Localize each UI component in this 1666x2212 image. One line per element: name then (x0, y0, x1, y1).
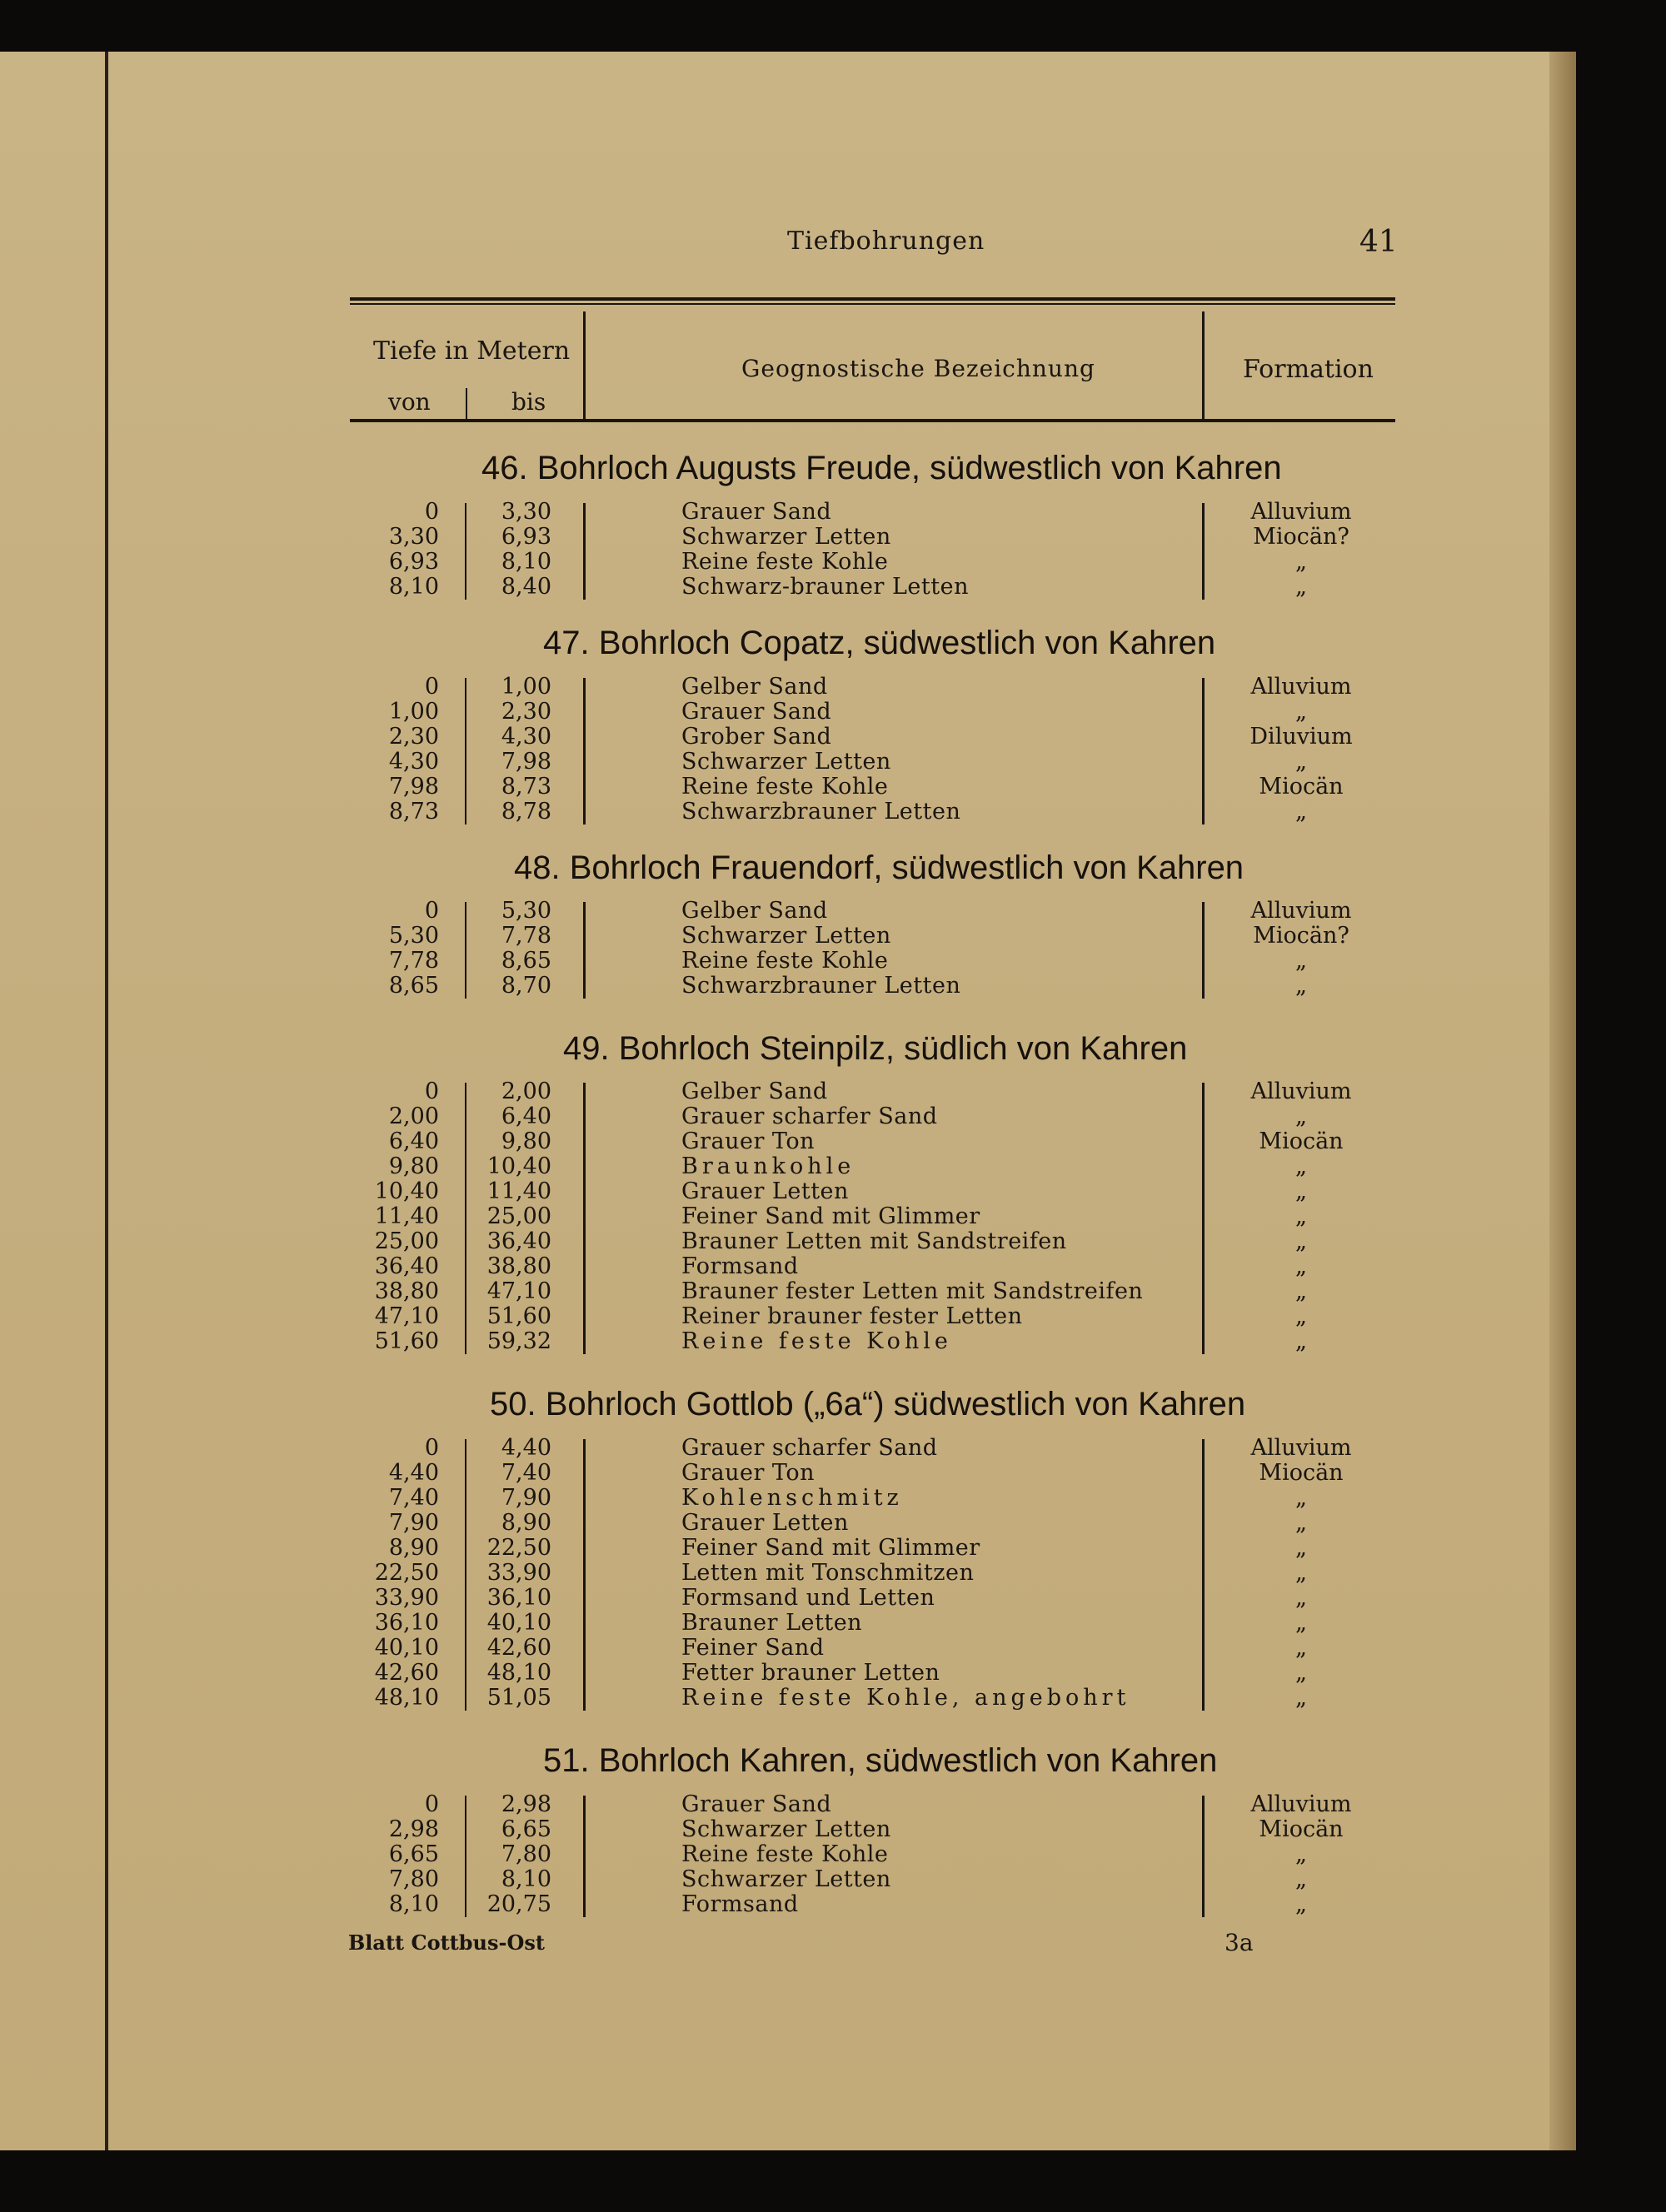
depth-from: 7,78 (388, 948, 439, 974)
depth-from: 38,80 (374, 1278, 439, 1304)
depth-from: 7,80 (388, 1866, 439, 1892)
column-rule (465, 1439, 466, 1711)
formation: Alluvium (1250, 1435, 1352, 1461)
geology-description: Reiner brauner fester Letten (681, 1303, 1023, 1329)
depth-from: 2,30 (388, 724, 439, 750)
header-bis: bis (511, 388, 546, 416)
depth-to: 51,60 (486, 1303, 551, 1329)
depth-to: 7,90 (501, 1485, 551, 1511)
header-top-rule-thin (350, 303, 1395, 305)
depth-to: 40,10 (486, 1610, 551, 1636)
geology-description: Grauer Letten (681, 1178, 849, 1204)
table-row (0, 1461, 1549, 1486)
geology-description: Schwarzer Letten (681, 749, 891, 775)
depth-from: 36,40 (374, 1253, 439, 1279)
formation: „ (1295, 1560, 1307, 1586)
formation: „ (1295, 1203, 1307, 1229)
geology-description: Grauer Ton (681, 1460, 815, 1486)
formation: „ (1295, 799, 1307, 825)
depth-from: 7,98 (388, 774, 439, 800)
table-row (0, 1279, 1549, 1304)
section-title: 47. Bohrloch Copatz, südwestlich von Kahren (543, 625, 1216, 661)
table-row (0, 1329, 1549, 1354)
page-number: 41 (1359, 225, 1398, 259)
table-row (0, 1817, 1549, 1842)
depth-from: 8,90 (388, 1535, 439, 1561)
column-rule (583, 1439, 586, 1711)
depth-to: 8,65 (501, 948, 551, 974)
formation: „ (1295, 549, 1307, 575)
section-title: 50. Bohrloch Gottlob („6a“) südwestlich von Kahren (490, 1386, 1246, 1422)
formation: „ (1295, 1178, 1307, 1204)
depth-from: 9,80 (388, 1153, 439, 1179)
page-edge-shadow (1549, 52, 1576, 2150)
formation: Miocän (1259, 774, 1344, 800)
table-row (0, 1536, 1549, 1561)
table-row (0, 700, 1549, 725)
depth-to: 11,40 (486, 1178, 551, 1204)
formation: „ (1295, 1660, 1307, 1686)
formation: „ (1295, 1535, 1307, 1561)
column-rule (465, 1796, 466, 1917)
geology-description: Schwarzbrauner Letten (681, 973, 961, 999)
section-title: 49. Bohrloch Steinpilz, südlich von Kahren (563, 1030, 1188, 1067)
section-rows (0, 1436, 1549, 1711)
geology-description: Brauner Letten mit Sandstreifen (681, 1228, 1067, 1254)
depth-from: 25,00 (374, 1228, 439, 1254)
depth-to: 9,80 (501, 1128, 551, 1154)
table-row (0, 525, 1549, 550)
depth-to: 8,10 (501, 1866, 551, 1892)
geology-description: Schwarzbrauner Letten (681, 799, 961, 825)
depth-from: 0 (424, 898, 439, 924)
depth-to: 7,78 (501, 923, 551, 949)
table-row (0, 1129, 1549, 1154)
table-row (0, 1104, 1549, 1129)
depth-from: 0 (424, 1079, 439, 1104)
depth-from: 22,50 (374, 1560, 439, 1586)
formation: „ (1295, 1153, 1307, 1179)
depth-to: 6,40 (501, 1104, 551, 1129)
depth-from: 8,10 (388, 1891, 439, 1917)
geology-description: Grober Sand (681, 724, 832, 750)
depth-to: 8,73 (501, 774, 551, 800)
depth-to: 8,10 (501, 549, 551, 575)
geology-description: Grauer scharfer Sand (681, 1104, 938, 1129)
column-rule (1202, 1796, 1205, 1917)
table-row (0, 725, 1549, 750)
depth-to: 4,30 (501, 724, 551, 750)
depth-from: 6,65 (388, 1841, 439, 1867)
geology-description: Gelber Sand (681, 1079, 828, 1104)
formation: „ (1295, 1278, 1307, 1304)
formation: „ (1295, 1303, 1307, 1329)
geology-description: Braunkohle (681, 1153, 855, 1179)
geology-description: Kohlenschmitz (681, 1485, 903, 1511)
section-rows (0, 500, 1549, 600)
geology-description: Grauer Sand (681, 499, 832, 525)
header-bottom-rule (350, 419, 1395, 422)
formation: „ (1295, 1635, 1307, 1661)
depth-to: 2,00 (501, 1079, 551, 1104)
column-rule (465, 902, 466, 999)
formation: „ (1295, 1253, 1307, 1279)
geology-description: Reine feste Kohle (681, 774, 889, 800)
table-row (0, 899, 1549, 924)
depth-from: 8,73 (388, 799, 439, 825)
table-row (0, 1686, 1549, 1711)
geology-description: Reine feste Kohle (681, 948, 889, 974)
table-row (0, 924, 1549, 949)
depth-to: 47,10 (486, 1278, 551, 1304)
depth-from: 5,30 (388, 923, 439, 949)
table-row (0, 1586, 1549, 1611)
depth-to: 8,78 (501, 799, 551, 825)
depth-to: 7,98 (501, 749, 551, 775)
depth-from: 8,10 (388, 574, 439, 600)
running-title: Tiefbohrungen (787, 227, 985, 256)
geology-description: Schwarz-brauner Letten (681, 574, 969, 600)
geology-description: Fetter brauner Letten (681, 1660, 940, 1686)
depth-from: 51,60 (374, 1328, 439, 1354)
header-von: von (388, 388, 431, 416)
depth-from: 0 (424, 1435, 439, 1461)
column-rule (1202, 678, 1205, 825)
depth-from: 36,10 (374, 1610, 439, 1636)
section-rows (0, 899, 1549, 999)
formation: „ (1295, 574, 1307, 600)
formation: „ (1295, 948, 1307, 974)
depth-from: 1,00 (388, 699, 439, 725)
geology-description: Schwarzer Letten (681, 524, 891, 550)
section-title: 48. Bohrloch Frauendorf, südwestlich von Kahren (514, 849, 1245, 886)
table-row (0, 1867, 1549, 1892)
depth-to: 22,50 (486, 1535, 551, 1561)
depth-to: 1,00 (501, 674, 551, 700)
table-row (0, 1204, 1549, 1229)
column-rule (465, 503, 466, 600)
table-row (0, 1179, 1549, 1204)
depth-to: 48,10 (486, 1660, 551, 1686)
depth-from: 6,40 (388, 1128, 439, 1154)
depth-from: 0 (424, 674, 439, 700)
table-row (0, 550, 1549, 575)
geology-description: Reine feste Kohle (681, 1841, 889, 1867)
formation: „ (1295, 1841, 1307, 1867)
depth-to: 59,32 (486, 1328, 551, 1354)
geology-description: Letten mit Tonschmitzen (681, 1560, 975, 1586)
formation: „ (1295, 1328, 1307, 1354)
depth-to: 2,30 (501, 699, 551, 725)
formation: „ (1295, 1485, 1307, 1511)
depth-from: 8,65 (388, 973, 439, 999)
formation: „ (1295, 1510, 1307, 1536)
footer-signature-mark: 3a (1225, 1929, 1254, 1956)
depth-from: 48,10 (374, 1685, 439, 1711)
formation: Alluvium (1250, 1791, 1352, 1817)
table-row (0, 1486, 1549, 1511)
table-row (0, 750, 1549, 775)
geology-description: Feiner Sand mit Glimmer (681, 1535, 980, 1561)
formation: Alluvium (1250, 499, 1352, 525)
column-rule (583, 503, 586, 600)
formation: Alluvium (1250, 898, 1352, 924)
header-top-rule-thick (350, 297, 1395, 301)
depth-from: 2,00 (388, 1104, 439, 1129)
formation: „ (1295, 1685, 1307, 1711)
formation: Miocän (1259, 1128, 1344, 1154)
header-formation: Formation (1243, 355, 1374, 384)
table-row (0, 1304, 1549, 1329)
depth-to: 7,40 (501, 1460, 551, 1486)
table-row (0, 1892, 1549, 1917)
geology-description: Brauner Letten (681, 1610, 863, 1636)
depth-to: 25,00 (486, 1203, 551, 1229)
depth-from: 6,93 (388, 549, 439, 575)
formation: „ (1295, 1104, 1307, 1129)
depth-to: 8,70 (501, 973, 551, 999)
table-row (0, 1079, 1549, 1104)
table-row (0, 500, 1549, 525)
depth-from: 40,10 (374, 1635, 439, 1661)
geology-description: Gelber Sand (681, 898, 828, 924)
column-rule (1202, 503, 1205, 600)
formation: „ (1295, 1228, 1307, 1254)
depth-from: 4,30 (388, 749, 439, 775)
formation: „ (1295, 699, 1307, 725)
depth-to: 36,40 (486, 1228, 551, 1254)
geology-description: Schwarzer Letten (681, 923, 891, 949)
geology-description: Grauer Ton (681, 1128, 815, 1154)
depth-from: 10,40 (374, 1178, 439, 1204)
depth-to: 5,30 (501, 898, 551, 924)
table-row (0, 1661, 1549, 1686)
formation: Miocän? (1253, 524, 1349, 550)
table-row (0, 575, 1549, 600)
depth-to: 8,90 (501, 1510, 551, 1536)
depth-to: 7,80 (501, 1841, 551, 1867)
geology-description: Gelber Sand (681, 674, 828, 700)
column-rule (465, 678, 466, 825)
table-row (0, 1511, 1549, 1536)
geology-description: Formsand und Letten (681, 1585, 935, 1611)
depth-to: 8,40 (501, 574, 551, 600)
depth-to: 20,75 (486, 1891, 551, 1917)
formation: Alluvium (1250, 674, 1352, 700)
depth-from: 11,40 (374, 1203, 439, 1229)
table-row (0, 1636, 1549, 1661)
table-row (0, 1229, 1549, 1254)
table-row (0, 1792, 1549, 1817)
table-row (0, 1254, 1549, 1279)
geology-description: Feiner Sand mit Glimmer (681, 1203, 980, 1229)
formation: „ (1295, 1866, 1307, 1892)
formation: Diluvium (1250, 724, 1353, 750)
section-rows (0, 1792, 1549, 1917)
depth-to: 51,05 (486, 1685, 551, 1711)
column-rule (1202, 1439, 1205, 1711)
column-rule (1202, 902, 1205, 999)
header-bezeichnung: Geognostische Bezeichnung (741, 355, 1095, 382)
depth-from: 33,90 (374, 1585, 439, 1611)
formation: Miocän (1259, 1816, 1344, 1842)
section-rows (0, 1079, 1549, 1354)
depth-to: 6,65 (501, 1816, 551, 1842)
depth-to: 33,90 (486, 1560, 551, 1586)
formation: Miocän? (1253, 923, 1349, 949)
header-divider-right (1202, 311, 1205, 420)
column-rule (583, 1083, 586, 1354)
footer-sheet-name: Blatt Cottbus-Ost (348, 1931, 545, 1955)
section-title: 46. Bohrloch Augusts Freude, südwestlich von Kahren (481, 450, 1282, 486)
header-divider-left (583, 311, 586, 420)
geology-description: Grauer Letten (681, 1510, 849, 1536)
header-tiefe: Tiefe in Metern (373, 336, 571, 366)
depth-to: 36,10 (486, 1585, 551, 1611)
geology-description: Schwarzer Letten (681, 1816, 891, 1842)
depth-from: 7,90 (388, 1510, 439, 1536)
depth-to: 4,40 (501, 1435, 551, 1461)
geology-description: Grauer Sand (681, 699, 832, 725)
geology-description: Schwarzer Letten (681, 1866, 891, 1892)
geology-description: Reine feste Kohle (681, 1328, 952, 1354)
geology-description: Reine feste Kohle (681, 549, 889, 575)
depth-from: 2,98 (388, 1816, 439, 1842)
column-rule (1202, 1083, 1205, 1354)
depth-to: 10,40 (486, 1153, 551, 1179)
depth-to: 42,60 (486, 1635, 551, 1661)
table-row (0, 1436, 1549, 1461)
table-row (0, 1154, 1549, 1179)
column-rule (465, 1083, 466, 1354)
depth-from: 42,60 (374, 1660, 439, 1686)
column-rule (583, 1796, 586, 1917)
table-row (0, 675, 1549, 700)
depth-from: 0 (424, 1791, 439, 1817)
depth-to: 3,30 (501, 499, 551, 525)
table-row (0, 949, 1549, 974)
section-title: 51. Bohrloch Kahren, südwestlich von Kahren (543, 1742, 1218, 1779)
table-row (0, 1611, 1549, 1636)
formation: „ (1295, 1610, 1307, 1636)
table-row (0, 1561, 1549, 1586)
table-row (0, 974, 1549, 999)
column-rule (583, 678, 586, 825)
depth-from: 47,10 (374, 1303, 439, 1329)
formation: „ (1295, 973, 1307, 999)
table-row (0, 775, 1549, 800)
formation: „ (1295, 1585, 1307, 1611)
geology-description: Grauer scharfer Sand (681, 1435, 938, 1461)
depth-from: 4,40 (388, 1460, 439, 1486)
table-row (0, 1842, 1549, 1867)
geology-description: Reine feste Kohle, angebohrt (681, 1685, 1130, 1711)
depth-to: 2,98 (501, 1791, 551, 1817)
formation: Miocän (1259, 1460, 1344, 1486)
depth-to: 38,80 (486, 1253, 551, 1279)
geology-description: Formsand (681, 1253, 799, 1279)
depth-to: 6,93 (501, 524, 551, 550)
formation: Alluvium (1250, 1079, 1352, 1104)
formation: „ (1295, 1891, 1307, 1917)
geology-description: Grauer Sand (681, 1791, 832, 1817)
header-divider-von-bis (466, 388, 467, 420)
geology-description: Feiner Sand (681, 1635, 825, 1661)
formation: „ (1295, 749, 1307, 775)
geology-description: Brauner fester Letten mit Sandstreifen (681, 1278, 1144, 1304)
depth-from: 7,40 (388, 1485, 439, 1511)
depth-from: 3,30 (388, 524, 439, 550)
section-rows (0, 675, 1549, 825)
depth-from: 0 (424, 499, 439, 525)
column-rule (583, 902, 586, 999)
table-row (0, 800, 1549, 825)
geology-description: Formsand (681, 1891, 799, 1917)
